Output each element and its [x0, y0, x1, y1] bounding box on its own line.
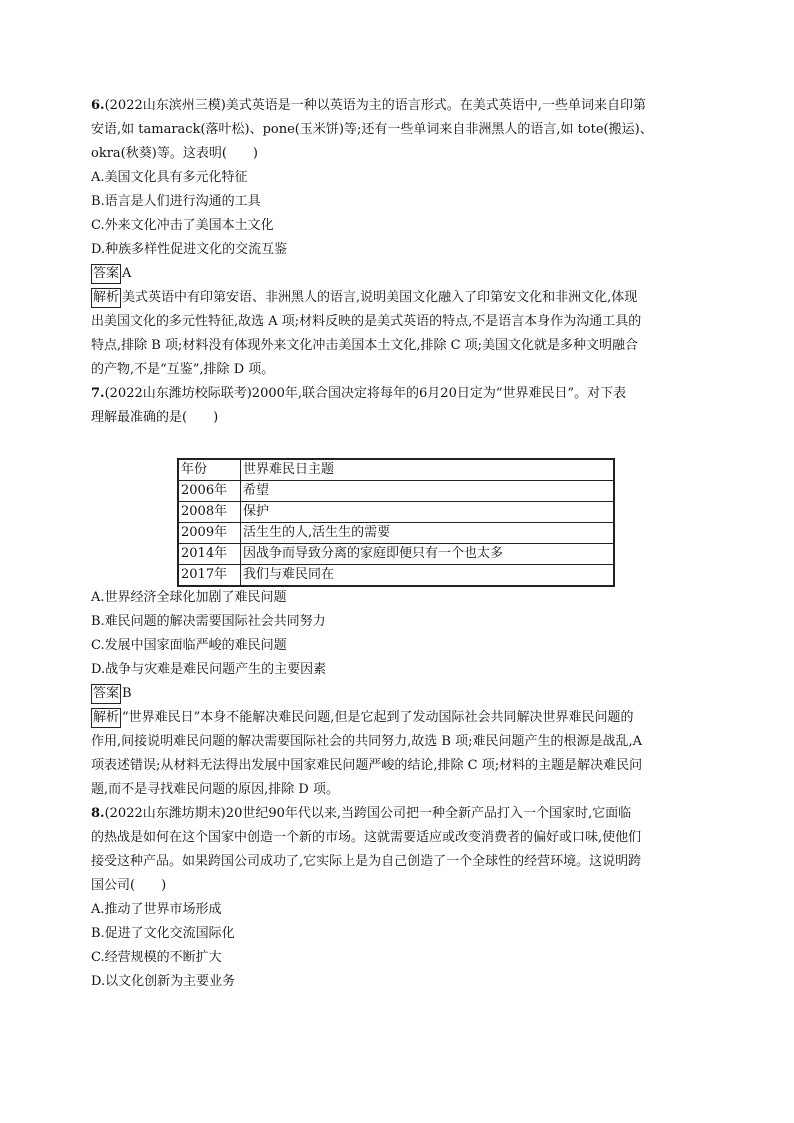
table-cell-year: 2014年 — [178, 544, 241, 565]
document-page — [91, 94, 711, 994]
q7-answer — [91, 682, 711, 706]
answer-value: B — [122, 686, 132, 701]
q7-analysis-line2: 作用,间接说明难民问题的解决需要国际社会的共同努力,故选 B 项;难民问题产生的根源是战乱,A — [91, 734, 642, 749]
q8-stem-line4: 国公司( ) — [91, 878, 167, 893]
q7-option-d: D.战争与灾难是难民问题产生的主要因素 — [91, 662, 327, 677]
table-row — [178, 544, 614, 565]
answer-label: 答案 — [91, 264, 121, 284]
table-cell-theme: 活生生的人,活生生的需要 — [241, 523, 615, 544]
q6-option-b: B.语言是人们进行沟通的工具 — [91, 194, 261, 209]
q7-option-c: C.发展中国家面临严峻的难民问题 — [91, 638, 287, 653]
q6-answer — [91, 262, 711, 286]
q6-option-c: C.外来文化冲击了美国本土文化 — [91, 218, 274, 233]
q6-analysis-line4: 的产物,不是“互鉴”,排除 D 项。 — [91, 362, 275, 377]
refugee-day-theme-table — [177, 458, 615, 587]
q8-option-c: C.经营规模的不断扩大 — [91, 950, 222, 965]
q7-stem-line1: 7.(2022山东潍坊校际联考)2000年,联合国决定将每年的6月20日定为“世界难民日”。对下表 — [91, 386, 627, 401]
q6-analysis-line3: 特点,排除 B 项;材料没有体现外来文化冲击美国本土文化,排除 C 项;美国文化就是多种文明融合 — [91, 338, 639, 353]
question-7-options — [91, 586, 711, 802]
q7-option-b: B.难民问题的解决需要国际社会共同努力 — [91, 614, 326, 629]
q6-stem-line3: okra(秋葵)等。这表明( ) — [91, 146, 258, 161]
table-cell-year: 2009年 — [178, 523, 241, 544]
question-8 — [91, 802, 711, 994]
table-cell-theme: 希望 — [241, 481, 615, 502]
q6-option-d: D.种族多样性促进文化的交流互鉴 — [91, 242, 288, 257]
q8-option-b: B.促进了文化交流国际化 — [91, 926, 235, 941]
table-row — [178, 523, 614, 544]
q6-stem-line2: 安语,如 tamarack(落叶松)、pone(玉米饼)等;还有一些单词来自非洲黑人的语言,如 tote(搬运)、 — [91, 122, 653, 137]
analysis-label: 解析 — [91, 288, 121, 308]
table-cell-year: 2008年 — [178, 502, 241, 523]
table-cell-year: 2017年 — [178, 565, 241, 587]
table-header-year: 年份 — [178, 459, 241, 481]
table-row — [178, 565, 614, 587]
q7-number: 7. — [91, 386, 105, 401]
answer-label: 答案 — [91, 684, 121, 704]
q7-analysis-line4: 题,而不是寻找难民问题的原因,排除 D 项。 — [91, 782, 339, 797]
question-7 — [91, 382, 711, 430]
question-6 — [91, 94, 711, 382]
q8-stem-line2: 的热战是如何在这个国家中创造一个新的市场。这就需要适应或改变消费者的偏好或口味,使他们 — [91, 830, 642, 845]
q7-stem-line2: 理解最准确的是( ) — [91, 410, 219, 425]
q8-option-d: D.以文化创新为主要业务 — [91, 974, 236, 989]
table-row — [178, 502, 614, 523]
q7-option-a: A.世界经济全球化加剧了难民问题 — [91, 590, 287, 605]
q8-number: 8. — [91, 806, 105, 821]
q8-option-a: A.推动了世界市场形成 — [91, 902, 222, 917]
table-row — [178, 481, 614, 502]
q7-analysis-line1: 解析 “世界难民日”本身不能解决难民问题,但是它起到了发动国际社会共同解决世界难民问题的 — [91, 706, 711, 730]
table-cell-theme: 保护 — [241, 502, 615, 523]
q8-stem-line3: 接受这种产品。如果跨国公司成功了,它实际上是为自己创造了一个全球性的经营环境。这说明跨 — [91, 854, 642, 869]
q6-analysis-line1: 解析 美式英语中有印第安语、非洲黑人的语言,说明美国文化融入了印第安文化和非洲文化,体现 — [91, 286, 711, 310]
answer-value: A — [122, 266, 132, 281]
q6-option-a: A.美国文化具有多元化特征 — [91, 170, 248, 185]
table-cell-theme: 我们与难民同在 — [241, 565, 615, 587]
table-cell-theme: 因战争而导致分离的家庭即便只有一个也太多 — [241, 544, 615, 565]
table-header-theme: 世界难民日主题 — [241, 459, 615, 481]
analysis-label: 解析 — [91, 708, 121, 728]
q6-analysis-line2: 出美国文化的多元性特征,故选 A 项;材料反映的是美式英语的特点,不是语言本身作为沟通工具的 — [91, 314, 642, 329]
q6-number: 6. — [91, 98, 105, 113]
table-header-row — [178, 459, 614, 481]
q7-analysis-line3: 项表述错误;从材料无法得出发展中国家难民问题严峻的结论,排除 C 项;材料的主题是解决难民问 — [91, 758, 643, 773]
q6-stem-line1: 6.(2022山东滨州三模)美式英语是一种以英语为主的语言形式。在美式英语中,一些单词来自印第 — [91, 98, 646, 113]
table-cell-year: 2006年 — [178, 481, 241, 502]
q8-stem-line1: 8.(2022山东潍坊期末)20世纪90年代以来,当跨国公司把一种全新产品打入一个国家时,它面临 — [91, 806, 632, 821]
